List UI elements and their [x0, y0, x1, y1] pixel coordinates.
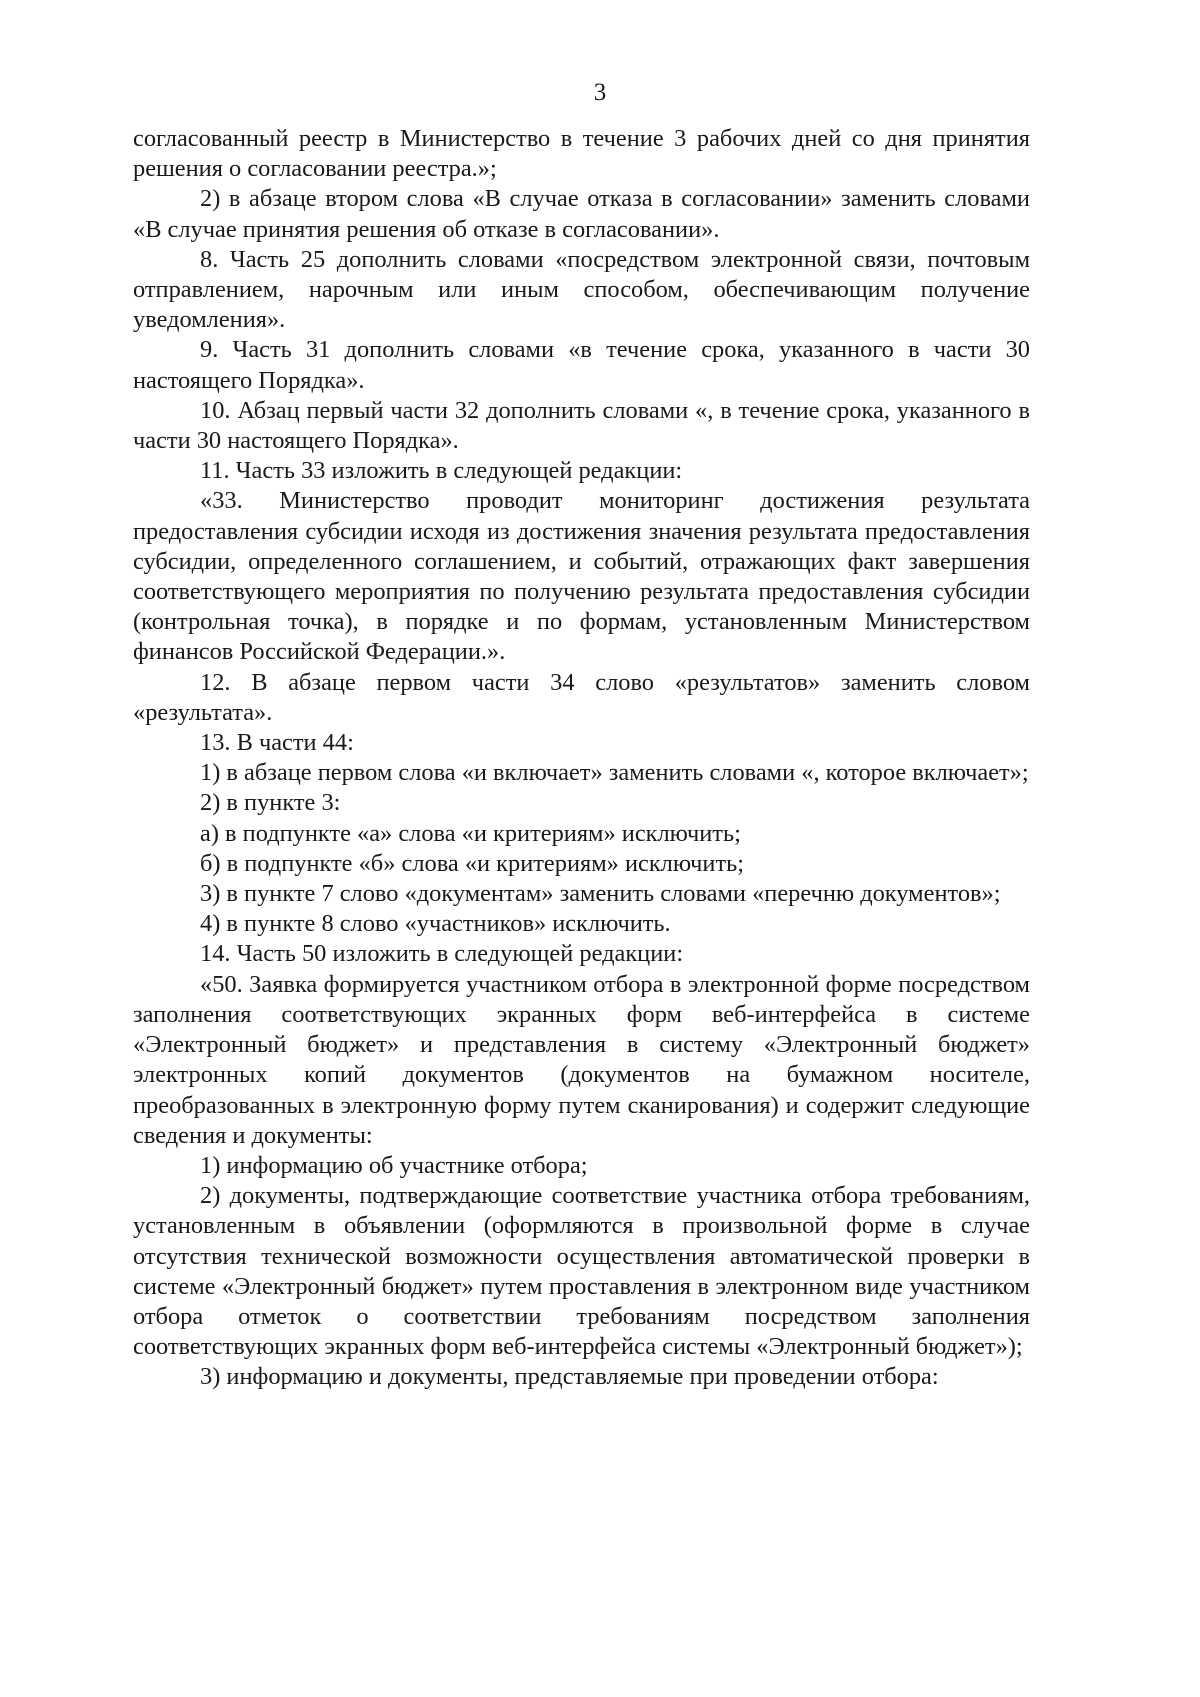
paragraph-part-44-item-3: 3) в пункте 7 слово «документам» заменить словами «перечню документов»;: [200, 880, 1001, 908]
paragraph-part-50-item-2: 2) документы, подтверждающие соответствие участника отбора требованиям, установленным в объявлении (оформляются в произвольной форме в случае отсутствия технической возможности осуществления автоматической проверки в системе «Электронный бюджет» путем проставления в электронном виде участником отбора отметок о соответствии требованиям посредством заполнения соответствующих экранных форм веб-интерфейса системы «Электронный бюджет»);: [133, 1182, 1030, 1361]
paragraph-part-32: 10. Абзац первый части 32 дополнить словами «, в течение срока, указанного в части 30 настоящего Порядка».: [133, 396, 1030, 455]
paragraph-part-44-item-4: 4) в пункте 8 слово «участников» исключить.: [200, 910, 671, 938]
paragraph-registry-continuation: согласованный реестр в Министерство в течение 3 рабочих дней со дня принятия решения о согласовании реестра.»;: [133, 125, 1030, 183]
paragraph-part-25: 8. Часть 25 дополнить словами «посредством электронной связи, почтовым отправлением, нарочным или иным способом, обеспечивающим получение уведомления».: [133, 245, 1030, 334]
paragraph-part-50-item-3: 3) информацию и документы, представляемые при проведении отбора:: [200, 1363, 939, 1391]
paragraph-part-44-item-2: 2) в пункте 3:: [200, 789, 341, 817]
document-body: [133, 124, 1030, 1393]
paragraph-item-2-refusal: 2) в абзаце втором слова «В случае отказа в согласовании» заменить словами «В случае принятия решения об отказе в согласовании».: [133, 185, 1030, 243]
paragraph-part-50-heading: 14. Часть 50 изложить в следующей редакции:: [200, 940, 684, 968]
paragraph-subitem-a: а) в подпункте «а» слова «и критериям» исключить;: [200, 819, 741, 847]
paragraph-subitem-b: б) в подпункте «б» слова «и критериям» исключить;: [200, 849, 745, 877]
paragraph-part-33-heading: 11. Часть 33 изложить в следующей редакции:: [200, 457, 683, 485]
paragraph-part-44-heading: 13. В части 44:: [200, 729, 354, 757]
paragraph-part-50-item-1: 1) информацию об участнике отбора;: [200, 1151, 588, 1179]
paragraph-part-50-text: «50. Заявка формируется участником отбора в электронной форме посредством заполнения соответствующих экранных форм веб-интерфейса в системе «Электронный бюджет» и представления в систему «Электронный бюджет» электронных копий документов (документов на бумажном носителе, преобразованных в электронную форму путем сканирования) и содержит следующие сведения и документы:: [133, 970, 1030, 1149]
paragraph-part-34: 12. В абзаце первом части 34 слово «результатов» заменить словом «результата».: [133, 668, 1030, 726]
paragraph-part-44-item-1: 1) в абзаце первом слова «и включает» заменить словами «, которое включает»;: [200, 759, 1029, 787]
paragraph-part-33-text: «33. Министерство проводит мониторинг достижения результата предоставления субсидии исходя из достижения значения результата предоставления субсидии, определенного соглашением, и событий, отражающих факт завершения соответствующего мероприятия по получению результата предоставления субсидии (контрольная точка), в порядке и по формам, установленным Министерством финансов Российской Федерации.».: [133, 487, 1030, 666]
page-number: 3: [593, 79, 607, 106]
paragraph-part-31: 9. Часть 31 дополнить словами «в течение срока, указанного в части 30 настоящего Порядка».: [133, 336, 1030, 394]
